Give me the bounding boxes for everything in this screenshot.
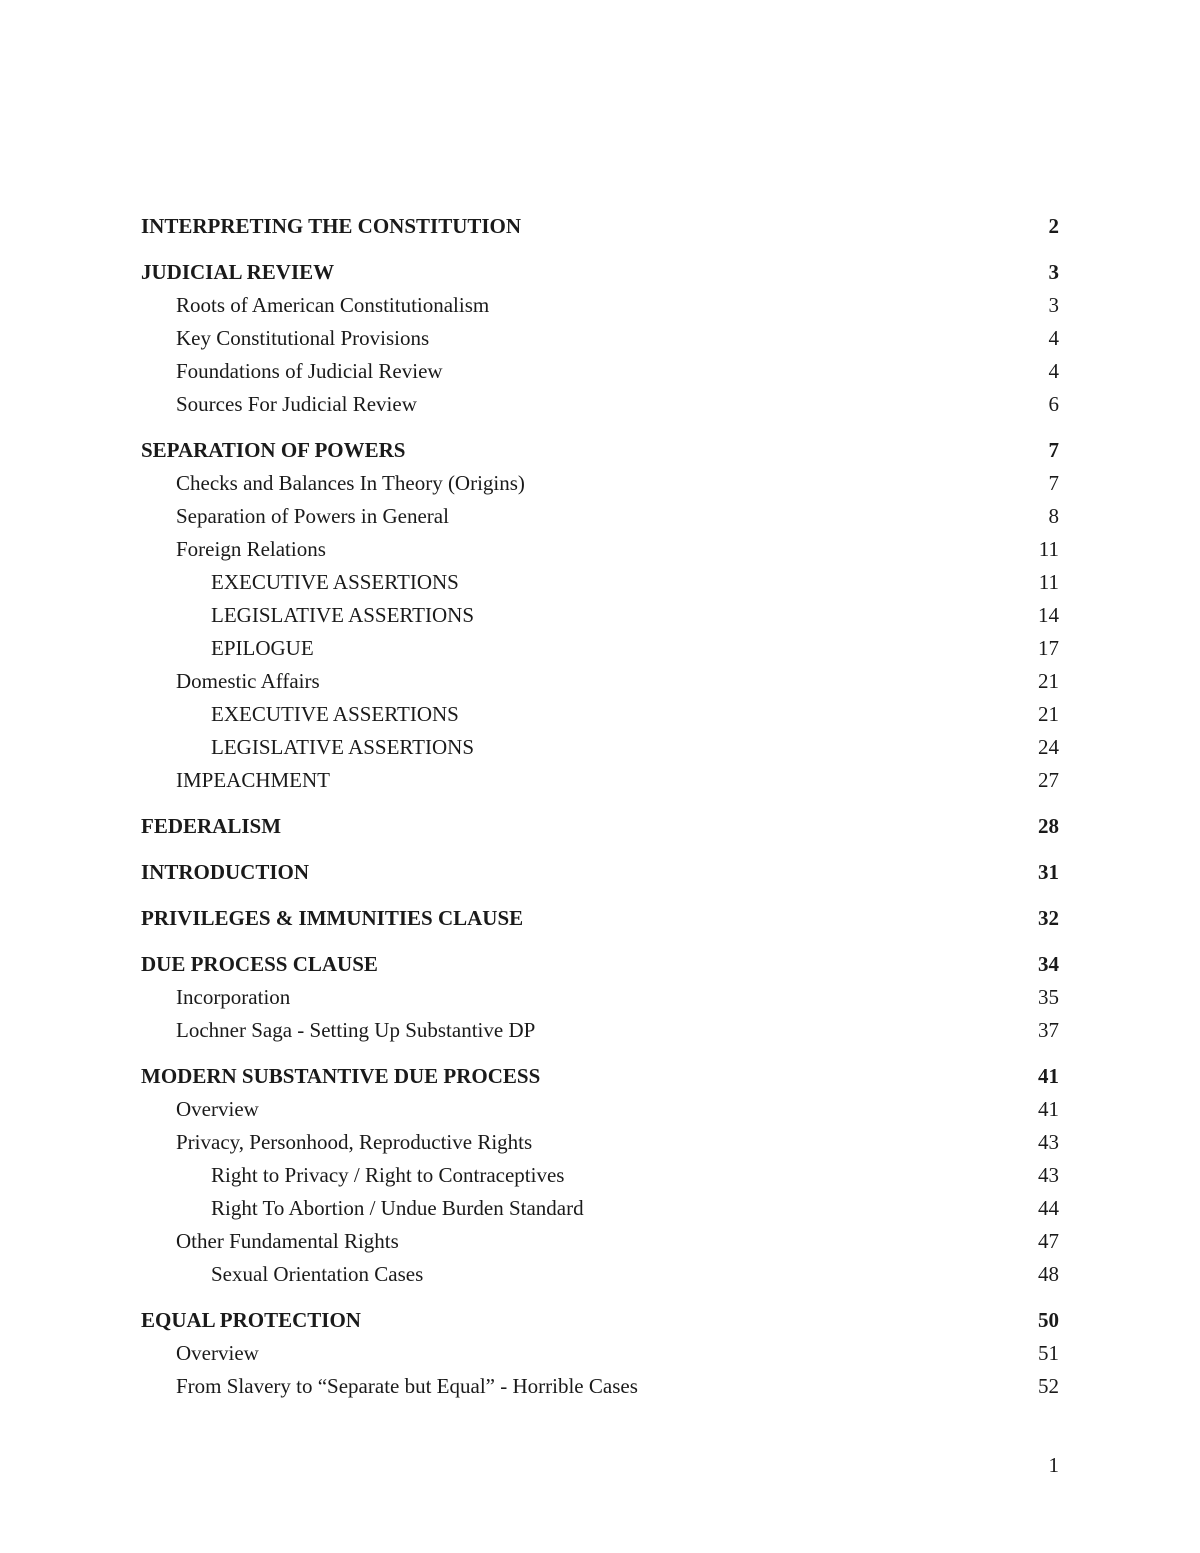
toc-entry[interactable] (141, 388, 1059, 421)
toc-entry-page: 34 (1038, 952, 1059, 976)
toc-entry-page: 52 (1038, 1374, 1059, 1398)
toc-entry[interactable] (141, 1225, 1059, 1258)
toc-entry[interactable] (141, 698, 1059, 731)
toc-entry-title: LEGISLATIVE ASSERTIONS (211, 735, 474, 759)
toc-entry-page: 3 (1048, 260, 1059, 284)
toc-entry[interactable] (141, 810, 1059, 843)
toc-entry-title: Incorporation (176, 985, 291, 1009)
toc-entry-page: 47 (1038, 1229, 1059, 1253)
toc-entry[interactable] (141, 1093, 1059, 1126)
toc-entry[interactable] (141, 764, 1059, 797)
toc-entry[interactable] (141, 981, 1059, 1014)
toc-entry[interactable] (141, 731, 1059, 764)
toc-entry-page: 48 (1038, 1262, 1059, 1286)
toc-entry-title: EXECUTIVE ASSERTIONS (211, 570, 459, 594)
table-of-contents (141, 210, 1059, 1403)
toc-entry-page: 11 (1038, 570, 1059, 594)
toc-entry-page: 51 (1038, 1341, 1059, 1365)
toc-entry-title: Sexual Orientation Cases (211, 1262, 424, 1286)
toc-entry[interactable] (141, 1370, 1059, 1403)
toc-entry[interactable] (141, 355, 1059, 388)
toc-entry[interactable] (141, 533, 1059, 566)
toc-entry-page: 6 (1048, 392, 1059, 416)
toc-entry[interactable] (141, 1192, 1059, 1225)
toc-entry[interactable] (141, 948, 1059, 981)
toc-entry-title: Checks and Balances In Theory (Origins) (176, 471, 525, 495)
toc-entry-page: 17 (1038, 636, 1059, 660)
toc-entry-page: 3 (1048, 293, 1059, 317)
toc-entry-title: IMPEACHMENT (176, 768, 331, 792)
toc-entry[interactable] (141, 1258, 1059, 1291)
toc-entry-title: Foundations of Judicial Review (176, 359, 443, 383)
toc-entry[interactable] (141, 632, 1059, 665)
toc-entry[interactable] (141, 1126, 1059, 1159)
toc-entry-page: 21 (1038, 669, 1059, 693)
toc-entry[interactable] (141, 665, 1059, 698)
toc-entry-page: 50 (1038, 1308, 1059, 1332)
toc-entry-title: DUE PROCESS CLAUSE (141, 952, 378, 976)
toc-entry-page: 7 (1048, 438, 1059, 462)
toc-entry-title: Key Constitutional Provisions (176, 326, 430, 350)
toc-entry[interactable] (141, 210, 1059, 243)
toc-entry[interactable] (141, 500, 1059, 533)
toc-entry-title: From Slavery to “Separate but Equal” - Horrible Cases (176, 1374, 638, 1398)
toc-entry-title: Roots of American Constitutionalism (176, 293, 490, 317)
toc-entry-page: 43 (1038, 1163, 1059, 1187)
toc-entry-page: 24 (1038, 735, 1059, 759)
toc-entry-title: Right to Privacy / Right to Contraceptives (211, 1163, 565, 1187)
toc-entry[interactable] (141, 566, 1059, 599)
toc-entry-page: 2 (1048, 214, 1059, 238)
toc-entry-title: Lochner Saga - Setting Up Substantive DP (176, 1018, 536, 1042)
toc-entry-title: PRIVILEGES & IMMUNITIES CLAUSE (141, 906, 524, 930)
toc-entry[interactable] (141, 856, 1059, 889)
toc-entry[interactable] (141, 434, 1059, 467)
toc-entry-page: 27 (1038, 768, 1059, 792)
toc-entry-page: 28 (1038, 814, 1059, 838)
toc-entry-title: LEGISLATIVE ASSERTIONS (211, 603, 474, 627)
toc-entry-title: Right To Abortion / Undue Burden Standard (211, 1196, 584, 1220)
toc-entry-title: Overview (176, 1097, 259, 1121)
toc-entry-page: 41 (1038, 1097, 1059, 1121)
toc-entry-title: MODERN SUBSTANTIVE DUE PROCESS (141, 1064, 541, 1088)
toc-entry[interactable] (141, 599, 1059, 632)
toc-entry-title: Other Fundamental Rights (176, 1229, 399, 1253)
toc-entry[interactable] (141, 322, 1059, 355)
toc-entry-page: 4 (1048, 359, 1059, 383)
page-number: 1 (1048, 1453, 1059, 1477)
toc-entry-title: Foreign Relations (176, 537, 326, 561)
toc-entry-title: SEPARATION OF POWERS (141, 438, 406, 462)
toc-entry-page: 43 (1038, 1130, 1059, 1154)
toc-entry-title: INTERPRETING THE CONSTITUTION (141, 214, 522, 238)
toc-entry[interactable] (141, 1159, 1059, 1192)
toc-entry-page: 37 (1038, 1018, 1059, 1042)
toc-entry-title: Overview (176, 1341, 259, 1365)
toc-entry-page: 41 (1038, 1064, 1059, 1088)
toc-entry-title: Domestic Affairs (176, 669, 320, 693)
toc-entry[interactable] (141, 1014, 1059, 1047)
toc-entry[interactable] (141, 1060, 1059, 1093)
toc-entry[interactable] (141, 1304, 1059, 1337)
toc-entry-page: 4 (1048, 326, 1059, 350)
toc-entry[interactable] (141, 902, 1059, 935)
toc-entry-title: FEDERALISM (141, 814, 282, 838)
toc-entry[interactable] (141, 467, 1059, 500)
toc-entry-title: EPILOGUE (211, 636, 314, 660)
toc-entry-page: 31 (1038, 860, 1059, 884)
toc-entry-title: Sources For Judicial Review (176, 392, 417, 416)
toc-entry-page: 14 (1038, 603, 1059, 627)
toc-entry-title: EXECUTIVE ASSERTIONS (211, 702, 459, 726)
toc-entry-title: Privacy, Personhood, Reproductive Rights (176, 1130, 533, 1154)
toc-entry-page: 7 (1048, 471, 1059, 495)
toc-entry-title: JUDICIAL REVIEW (141, 260, 335, 284)
toc-entry-title: EQUAL PROTECTION (141, 1308, 361, 1332)
toc-entry[interactable] (141, 256, 1059, 289)
toc-entry-page: 8 (1048, 504, 1059, 528)
toc-entry[interactable] (141, 1337, 1059, 1370)
toc-entry[interactable] (141, 289, 1059, 322)
toc-entry-page: 35 (1038, 985, 1059, 1009)
toc-entry-title: INTRODUCTION (141, 860, 310, 884)
toc-entry-page: 32 (1038, 906, 1059, 930)
toc-entry-page: 21 (1038, 702, 1059, 726)
toc-entry-page: 11 (1038, 537, 1059, 561)
toc-entry-page: 44 (1038, 1196, 1059, 1220)
toc-entry-title: Separation of Powers in General (176, 504, 449, 528)
